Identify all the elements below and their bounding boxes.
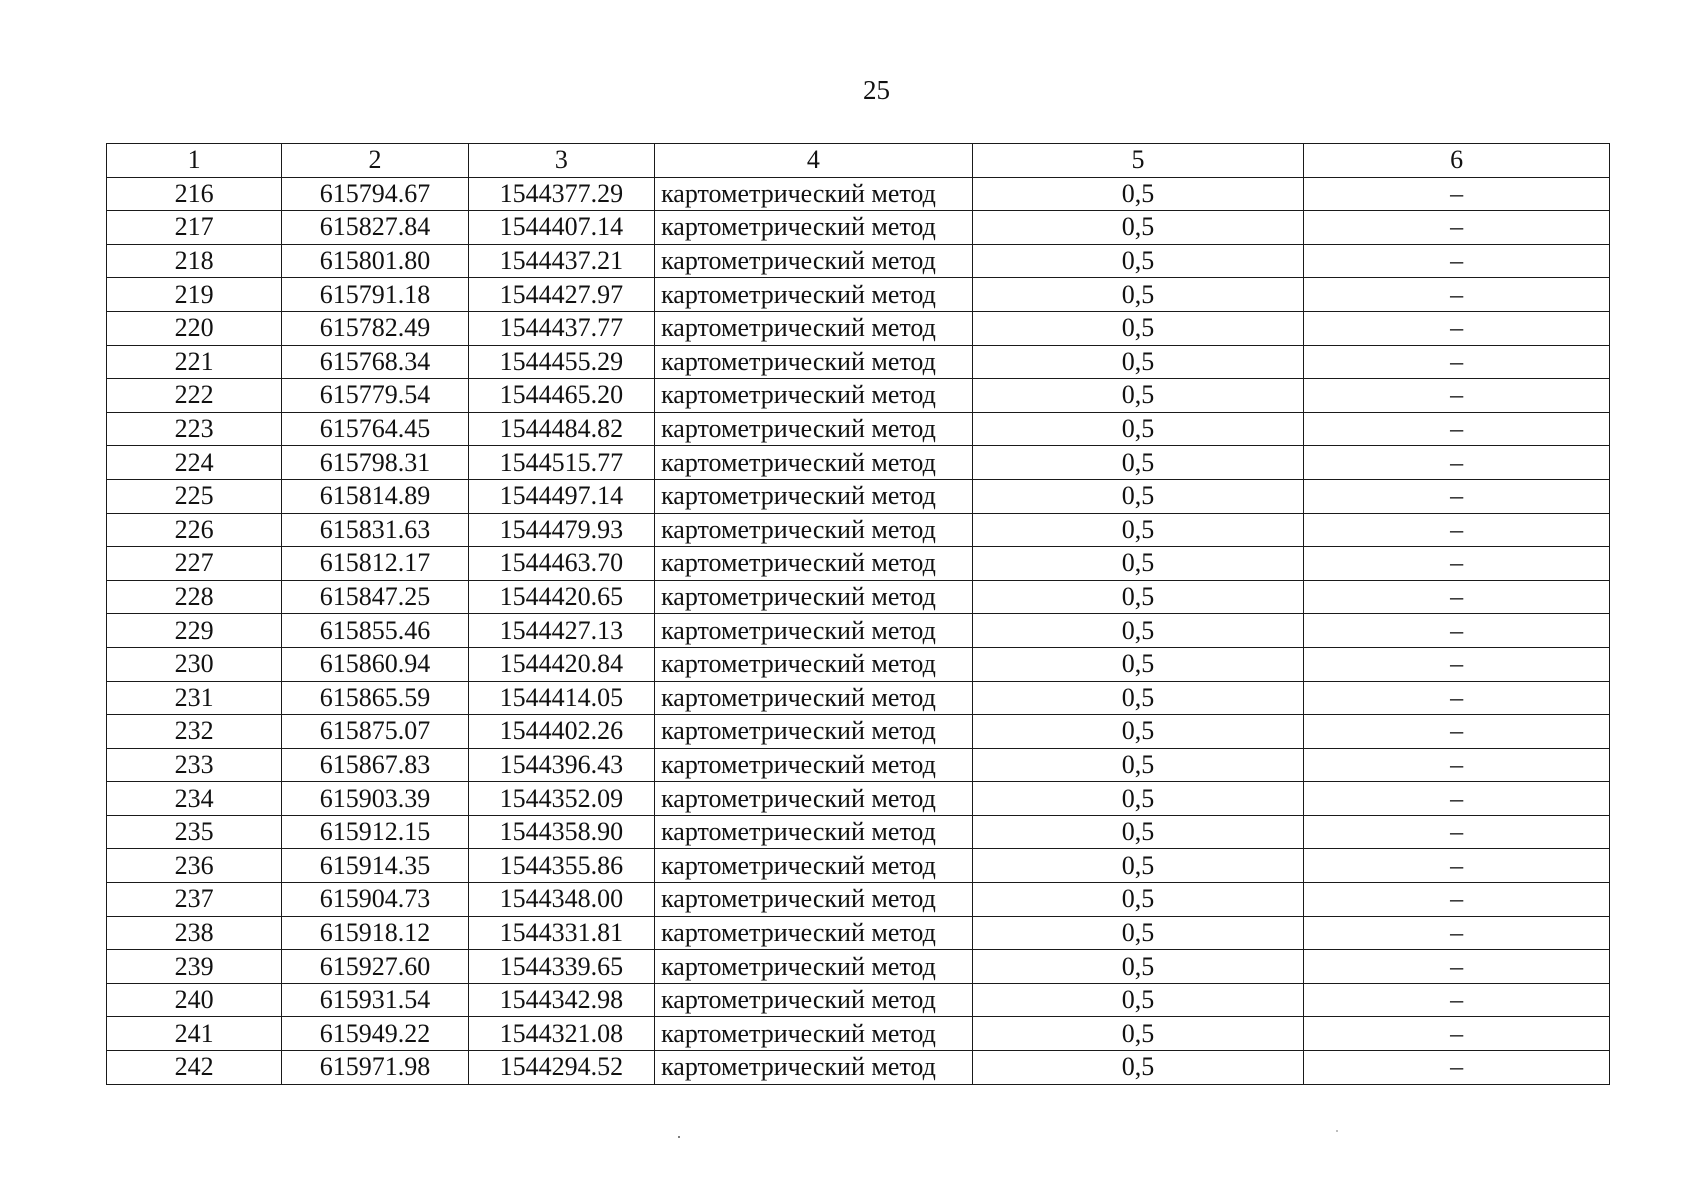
note-cell: – [1304, 916, 1610, 950]
accuracy-cell: 0,5 [972, 177, 1304, 211]
method-cell: картометрический метод [655, 950, 973, 984]
column-header-3: 3 [468, 144, 654, 178]
point-number-cell: 236 [107, 849, 282, 883]
method-cell: картометрический метод [655, 278, 973, 312]
note-cell: – [1304, 782, 1610, 816]
table-row [107, 211, 1610, 245]
table-row [107, 412, 1610, 446]
x-coordinate-cell: 615768.34 [282, 345, 468, 379]
table-row [107, 782, 1610, 816]
method-cell: картометрический метод [655, 211, 973, 245]
point-number-cell: 231 [107, 681, 282, 715]
accuracy-cell: 0,5 [972, 211, 1304, 245]
x-coordinate-cell: 615914.35 [282, 849, 468, 883]
y-coordinate-cell: 1544463.70 [468, 547, 654, 581]
y-coordinate-cell: 1544414.05 [468, 681, 654, 715]
column-header-4: 4 [655, 144, 973, 178]
accuracy-cell: 0,5 [972, 479, 1304, 513]
note-cell: – [1304, 681, 1610, 715]
table-row [107, 580, 1610, 614]
point-number-cell: 216 [107, 177, 282, 211]
note-cell: – [1304, 412, 1610, 446]
point-number-cell: 237 [107, 883, 282, 917]
y-coordinate-cell: 1544402.26 [468, 715, 654, 749]
note-cell: – [1304, 177, 1610, 211]
accuracy-cell: 0,5 [972, 580, 1304, 614]
x-coordinate-cell: 615791.18 [282, 278, 468, 312]
point-number-cell: 235 [107, 815, 282, 849]
point-number-cell: 221 [107, 345, 282, 379]
point-number-cell: 225 [107, 479, 282, 513]
accuracy-cell: 0,5 [972, 547, 1304, 581]
method-cell: картометрический метод [655, 1017, 973, 1051]
accuracy-cell: 0,5 [972, 647, 1304, 681]
y-coordinate-cell: 1544420.65 [468, 580, 654, 614]
column-header-1: 1 [107, 144, 282, 178]
method-cell: картометрический метод [655, 580, 973, 614]
table-row [107, 1051, 1610, 1085]
method-cell: картометрический метод [655, 614, 973, 648]
method-cell: картометрический метод [655, 681, 973, 715]
page-number: 25 [863, 75, 890, 105]
method-cell: картометрический метод [655, 244, 973, 278]
accuracy-cell: 0,5 [972, 782, 1304, 816]
note-cell: – [1304, 647, 1610, 681]
y-coordinate-cell: 1544331.81 [468, 916, 654, 950]
x-coordinate-cell: 615865.59 [282, 681, 468, 715]
table-row [107, 647, 1610, 681]
x-coordinate-cell: 615801.80 [282, 244, 468, 278]
y-coordinate-cell: 1544484.82 [468, 412, 654, 446]
table-row [107, 883, 1610, 917]
accuracy-cell: 0,5 [972, 345, 1304, 379]
point-number-cell: 217 [107, 211, 282, 245]
point-number-cell: 228 [107, 580, 282, 614]
method-cell: картометрический метод [655, 748, 973, 782]
table-row [107, 1017, 1610, 1051]
method-cell: картометрический метод [655, 479, 973, 513]
note-cell: – [1304, 1017, 1610, 1051]
accuracy-cell: 0,5 [972, 849, 1304, 883]
accuracy-cell: 0,5 [972, 983, 1304, 1017]
method-cell: картометрический метод [655, 547, 973, 581]
column-header-6: 6 [1304, 144, 1610, 178]
table-row [107, 244, 1610, 278]
accuracy-cell: 0,5 [972, 748, 1304, 782]
method-cell: картометрический метод [655, 345, 973, 379]
table-row [107, 345, 1610, 379]
y-coordinate-cell: 1544437.77 [468, 311, 654, 345]
x-coordinate-cell: 615814.89 [282, 479, 468, 513]
method-cell: картометрический метод [655, 983, 973, 1017]
point-number-cell: 219 [107, 278, 282, 312]
note-cell: – [1304, 950, 1610, 984]
note-cell: – [1304, 479, 1610, 513]
y-coordinate-cell: 1544352.09 [468, 782, 654, 816]
y-coordinate-cell: 1544427.97 [468, 278, 654, 312]
point-number-cell: 220 [107, 311, 282, 345]
y-coordinate-cell: 1544339.65 [468, 950, 654, 984]
note-cell: – [1304, 446, 1610, 480]
table-row [107, 177, 1610, 211]
x-coordinate-cell: 615764.45 [282, 412, 468, 446]
table-row [107, 614, 1610, 648]
note-cell: – [1304, 513, 1610, 547]
accuracy-cell: 0,5 [972, 916, 1304, 950]
point-number-cell: 240 [107, 983, 282, 1017]
note-cell: – [1304, 345, 1610, 379]
point-number-cell: 230 [107, 647, 282, 681]
x-coordinate-cell: 615949.22 [282, 1017, 468, 1051]
y-coordinate-cell: 1544427.13 [468, 614, 654, 648]
method-cell: картометрический метод [655, 815, 973, 849]
method-cell: картометрический метод [655, 715, 973, 749]
y-coordinate-cell: 1544396.43 [468, 748, 654, 782]
method-cell: картометрический метод [655, 446, 973, 480]
point-number-cell: 229 [107, 614, 282, 648]
method-cell: картометрический метод [655, 311, 973, 345]
table-row [107, 983, 1610, 1017]
accuracy-cell: 0,5 [972, 1051, 1304, 1085]
y-coordinate-cell: 1544355.86 [468, 849, 654, 883]
y-coordinate-cell: 1544407.14 [468, 211, 654, 245]
point-number-cell: 226 [107, 513, 282, 547]
x-coordinate-cell: 615855.46 [282, 614, 468, 648]
column-header-5: 5 [972, 144, 1304, 178]
method-cell: картометрический метод [655, 412, 973, 446]
point-number-cell: 227 [107, 547, 282, 581]
table-row [107, 748, 1610, 782]
point-number-cell: 238 [107, 916, 282, 950]
table-row [107, 278, 1610, 312]
table-row [107, 446, 1610, 480]
table-row [107, 513, 1610, 547]
accuracy-cell: 0,5 [972, 278, 1304, 312]
x-coordinate-cell: 615904.73 [282, 883, 468, 917]
coordinates-table [106, 143, 1610, 1085]
note-cell: – [1304, 715, 1610, 749]
x-coordinate-cell: 615875.07 [282, 715, 468, 749]
x-coordinate-cell: 615903.39 [282, 782, 468, 816]
y-coordinate-cell: 1544342.98 [468, 983, 654, 1017]
y-coordinate-cell: 1544321.08 [468, 1017, 654, 1051]
method-cell: картометрический метод [655, 883, 973, 917]
y-coordinate-cell: 1544377.29 [468, 177, 654, 211]
note-cell: – [1304, 379, 1610, 413]
x-coordinate-cell: 615912.15 [282, 815, 468, 849]
note-cell: – [1304, 244, 1610, 278]
method-cell: картометрический метод [655, 379, 973, 413]
table-row [107, 715, 1610, 749]
x-coordinate-cell: 615798.31 [282, 446, 468, 480]
accuracy-cell: 0,5 [972, 379, 1304, 413]
accuracy-cell: 0,5 [972, 715, 1304, 749]
y-coordinate-cell: 1544437.21 [468, 244, 654, 278]
point-number-cell: 241 [107, 1017, 282, 1051]
table-body [107, 177, 1610, 1084]
y-coordinate-cell: 1544497.14 [468, 479, 654, 513]
x-coordinate-cell: 615831.63 [282, 513, 468, 547]
point-number-cell: 232 [107, 715, 282, 749]
y-coordinate-cell: 1544455.29 [468, 345, 654, 379]
accuracy-cell: 0,5 [972, 883, 1304, 917]
accuracy-cell: 0,5 [972, 681, 1304, 715]
table-row [107, 916, 1610, 950]
x-coordinate-cell: 615867.83 [282, 748, 468, 782]
x-coordinate-cell: 615918.12 [282, 916, 468, 950]
accuracy-cell: 0,5 [972, 614, 1304, 648]
accuracy-cell: 0,5 [972, 244, 1304, 278]
x-coordinate-cell: 615782.49 [282, 311, 468, 345]
note-cell: – [1304, 983, 1610, 1017]
x-coordinate-cell: 615860.94 [282, 647, 468, 681]
point-number-cell: 239 [107, 950, 282, 984]
x-coordinate-cell: 615847.25 [282, 580, 468, 614]
y-coordinate-cell: 1544479.93 [468, 513, 654, 547]
x-coordinate-cell: 615931.54 [282, 983, 468, 1017]
x-coordinate-cell: 615779.54 [282, 379, 468, 413]
note-cell: – [1304, 748, 1610, 782]
note-cell: – [1304, 311, 1610, 345]
y-coordinate-cell: 1544515.77 [468, 446, 654, 480]
y-coordinate-cell: 1544465.20 [468, 379, 654, 413]
method-cell: картометрический метод [655, 849, 973, 883]
accuracy-cell: 0,5 [972, 815, 1304, 849]
point-number-cell: 224 [107, 446, 282, 480]
table-header-row [107, 144, 1610, 178]
accuracy-cell: 0,5 [972, 446, 1304, 480]
note-cell: – [1304, 815, 1610, 849]
table-row [107, 479, 1610, 513]
note-cell: – [1304, 278, 1610, 312]
method-cell: картометрический метод [655, 782, 973, 816]
x-coordinate-cell: 615794.67 [282, 177, 468, 211]
method-cell: картометрический метод [655, 1051, 973, 1085]
accuracy-cell: 0,5 [972, 513, 1304, 547]
accuracy-cell: 0,5 [972, 950, 1304, 984]
point-number-cell: 222 [107, 379, 282, 413]
table-row [107, 849, 1610, 883]
note-cell: – [1304, 883, 1610, 917]
table-row [107, 379, 1610, 413]
accuracy-cell: 0,5 [972, 1017, 1304, 1051]
y-coordinate-cell: 1544294.52 [468, 1051, 654, 1085]
x-coordinate-cell: 615812.17 [282, 547, 468, 581]
point-number-cell: 218 [107, 244, 282, 278]
table-row [107, 950, 1610, 984]
y-coordinate-cell: 1544420.84 [468, 647, 654, 681]
note-cell: – [1304, 211, 1610, 245]
note-cell: – [1304, 547, 1610, 581]
table-row [107, 311, 1610, 345]
y-coordinate-cell: 1544348.00 [468, 883, 654, 917]
point-number-cell: 234 [107, 782, 282, 816]
column-header-2: 2 [282, 144, 468, 178]
accuracy-cell: 0,5 [972, 311, 1304, 345]
point-number-cell: 242 [107, 1051, 282, 1085]
table-row [107, 547, 1610, 581]
point-number-cell: 223 [107, 412, 282, 446]
scan-speck [678, 1136, 680, 1138]
method-cell: картометрический метод [655, 647, 973, 681]
scan-speck [1336, 1130, 1338, 1132]
y-coordinate-cell: 1544358.90 [468, 815, 654, 849]
note-cell: – [1304, 614, 1610, 648]
note-cell: – [1304, 580, 1610, 614]
note-cell: – [1304, 1051, 1610, 1085]
x-coordinate-cell: 615827.84 [282, 211, 468, 245]
method-cell: картометрический метод [655, 916, 973, 950]
note-cell: – [1304, 849, 1610, 883]
method-cell: картометрический метод [655, 513, 973, 547]
table-row [107, 815, 1610, 849]
x-coordinate-cell: 615927.60 [282, 950, 468, 984]
point-number-cell: 233 [107, 748, 282, 782]
x-coordinate-cell: 615971.98 [282, 1051, 468, 1085]
table-row [107, 681, 1610, 715]
method-cell: картометрический метод [655, 177, 973, 211]
accuracy-cell: 0,5 [972, 412, 1304, 446]
